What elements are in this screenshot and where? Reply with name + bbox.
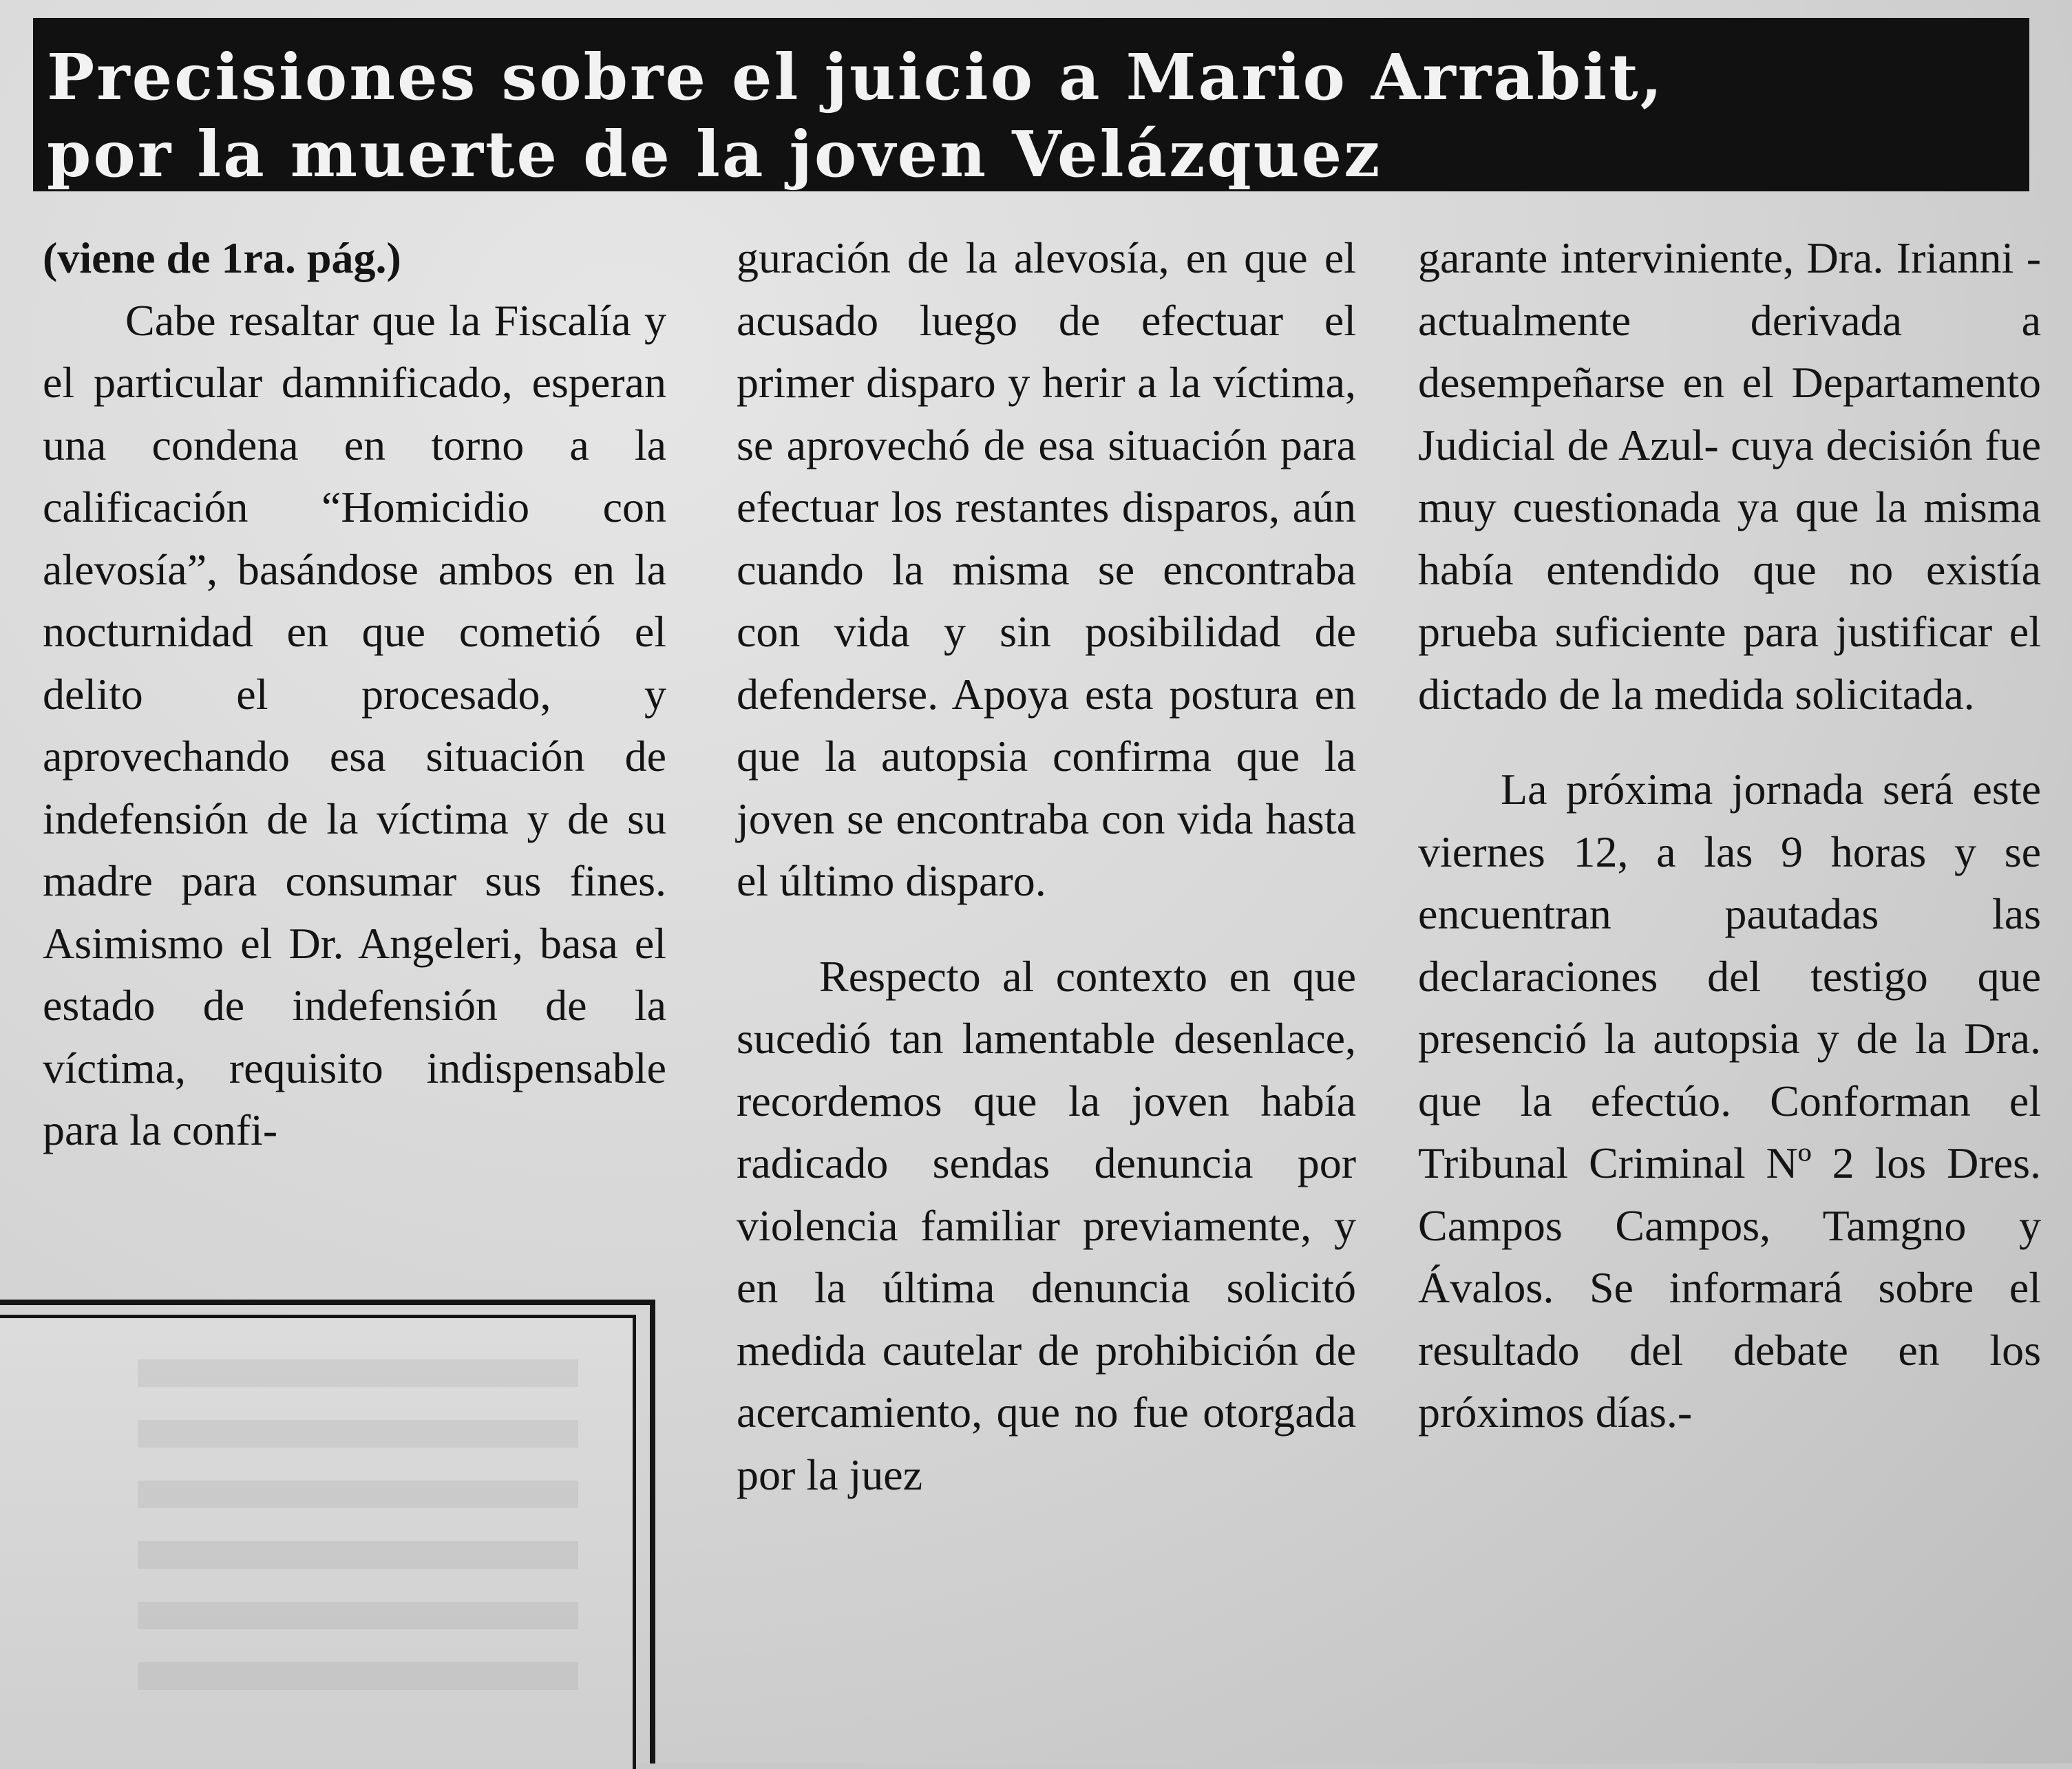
article-column-3: [1418, 227, 2041, 1444]
headline-line-1: Precisiones sobre el juicio a Mario Arrabit,: [47, 40, 1664, 114]
article-column-1: [43, 227, 666, 1162]
paragraph: guración de la alevosía, en que el acusado luego de efectuar el primer disparo y herir a la víctima, se aprovechó de esa situación para efectuar los restantes disparos, aún cuando la misma se encontraba con vida y sin posibilidad de defenderse. Apoya esta postura en que la autopsia confirma que la joven se encontraba con vida hasta el último disparo.: [737, 233, 1356, 905]
paragraph: La próxima jornada será este viernes 12, a las 9 horas y se encuentran pautadas las declaraciones del testigo que presenció la autopsia y de la Dra. que la efectúo. Conforman el Tribunal Criminal Nº 2 los Dres. Campos Campos, Tamgno y Ávalos. Se informará sobre el resultado del debate en los próximos días.-: [1418, 765, 2041, 1437]
adjacent-ad-frame: [0, 1300, 655, 1763]
paragraph: Cabe resaltar que la Fiscalía y el particular damnificado, esperan una condena en torno a la calificación “Homicidio con alevosía”, basándose ambos en la nocturnidad en que cometió el delito el procesado, y aprovechando esa situación de indefensión de la víctima y de su madre para consumar sus fines. Asimismo el Dr. Angeleri, basa el estado de indefensión de la víctima, requisito indispensable para la confi-: [43, 295, 666, 1154]
adjacent-ad-inner-frame: [0, 1315, 636, 1769]
paragraph: garante interviniente, Dra. Irianni -actualmente derivada a desempeñarse en el Departamento Judicial de Azul- cuya decisión fue muy cuestionada ya que la misma había entendido que no existía prueba suficiente para justificar el dictado de la medida solicitada.: [1418, 233, 2041, 719]
headline-line-2: por la muerte de la joven Velázquez: [47, 117, 1382, 191]
continued-note: (viene de 1ra. pág.): [43, 233, 401, 282]
headline-banner: [33, 18, 2029, 191]
faded-print-area: [138, 1359, 578, 1717]
paragraph: Respecto al contexto en que sucedió tan lamentable desenlace, recordemos que la joven había radicado sendas denuncia por violencia familiar previamente, y en la última denuncia solicitó medida cautelar de prohibición de acercamiento, que no fue otorgada por la juez: [737, 951, 1356, 1499]
article-column-2: [737, 227, 1356, 1506]
